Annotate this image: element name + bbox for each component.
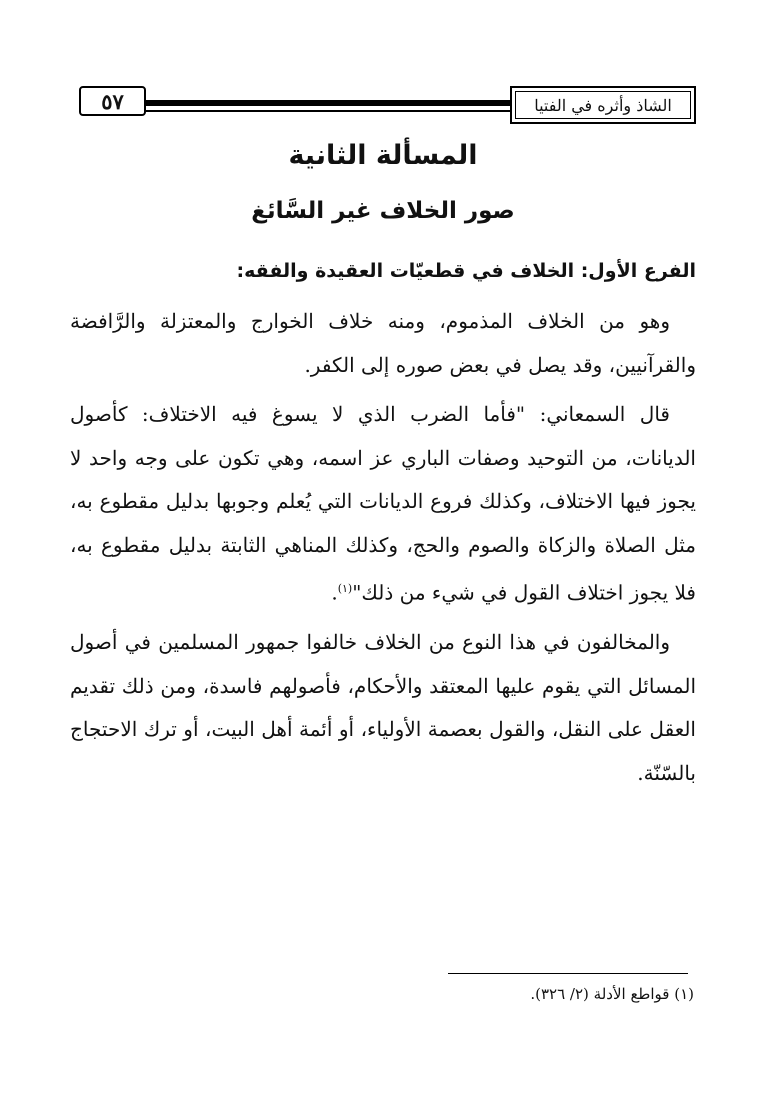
header-rule-thin — [146, 110, 510, 112]
running-title: الشاذ وأثره في الفتيا — [515, 91, 691, 119]
page-number — [79, 86, 146, 116]
footnote-marker: (١) — [337, 582, 353, 595]
header-rule-thick — [146, 100, 510, 106]
branch-heading: الفرع الأول: الخلاف في قطعيّات العقيدة والفقه: — [236, 260, 696, 282]
footnote-rule — [448, 973, 688, 974]
paragraph-1: وهو من الخلاف المذموم، ومنه خلاف الخوارج والمعتزلة والرَّافضة والقرآنيين، وقد يصل في بعض صوره إلى الكفر. — [70, 309, 696, 377]
body-text — [70, 300, 696, 801]
quote-text: قال السمعاني: "فأما الضرب الذي لا يسوغ فيه الاختلاف: كأصول الديانات، من التوحيد وصفات الباري عز اسمه، وهي تكون على وجه واحد لا يجوز فيها الاختلاف، وكذلك فروع الديانات التي يُعلم وجوبها بدليل مقطوع به، مثل الصلاة والزكاة والصوم والحج، وكذلك المناهي الثابتة بدليل مقطوع به، فلا يجوز اختلاف القول في شيء من ذلك" — [70, 402, 696, 605]
footnote: (١) قواطع الأدلة (٢/ ٣٢٦). — [530, 985, 694, 1003]
issue-heading: المسألة الثانية — [288, 140, 478, 171]
running-title-frame — [510, 86, 696, 124]
section-heading: صور الخلاف غير السَّائغ — [251, 198, 515, 224]
paragraph-3: والمخالفون في هذا النوع من الخلاف خالفوا جمهور المسلمين في أصول المسائل التي يقوم عليها المعتقد والأحكام، فأصولهم فاسدة، ومن ذلك تقديم العقل على النقل، والقول بعصمة الأولياء، أو أئمة أهل البيت، أو ترك الاحتجاج بالسّنّة. — [70, 630, 696, 785]
quote-end: . — [331, 580, 338, 605]
page-number-text: ٥٧ — [101, 88, 124, 114]
paragraph-2 — [70, 393, 696, 615]
